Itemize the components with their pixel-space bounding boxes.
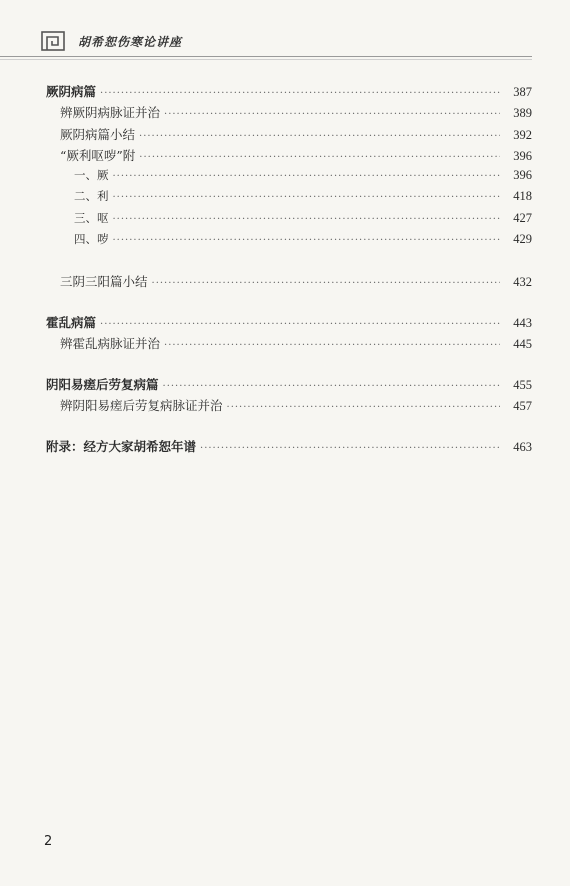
toc-leader-dots [152,278,500,289]
section-spacer [46,252,532,272]
toc-entry-label: 一、厥 [74,168,109,183]
toc-entry-label: 二、利 [74,189,109,204]
toc-entry-label: 三、呕 [74,210,109,225]
toc-leader-dots [200,443,500,454]
toc-entry-page: 418 [513,189,532,204]
toc-entry[interactable] [46,334,532,355]
toc-entry-label: 三阴三阳篇小结 [60,273,148,289]
toc-entry-label: “厥利呕哕”附 [60,147,136,163]
toc-entry-page: 427 [513,210,532,225]
running-header [0,28,570,62]
toc-entry[interactable] [46,167,532,188]
toc-entry-label: 辨阴阳易瘥后劳复病脉证并治 [60,398,223,414]
book-title: 胡希恕伤寒论讲座 [78,35,183,49]
fret-pattern-logo-icon [40,30,68,52]
toc-leader-dots [227,402,500,413]
toc-entry-page: 389 [513,106,532,121]
toc-entry-page: 443 [513,315,532,330]
section-spacer [46,355,532,375]
header-rule-secondary [0,59,532,60]
toc-entry[interactable] [46,396,532,417]
toc-entry[interactable] [46,146,532,167]
toc-leader-dots [100,88,500,99]
toc-entry[interactable] [46,82,532,103]
toc-entry-label: 辨厥阴病脉证并治 [60,105,161,121]
toc-leader-dots [139,131,500,142]
toc-leader-dots [164,340,500,351]
toc-leader-dots [113,171,501,182]
toc-entry[interactable] [46,210,532,231]
toc-leader-dots [163,381,500,392]
page-number: 2 [44,834,53,849]
section-spacer [46,293,532,313]
toc-entry-page: 392 [513,127,532,142]
toc-leader-dots [113,235,501,246]
toc-entry-page: 455 [513,377,532,392]
toc-entry-label: 阴阳易瘥后劳复病篇 [46,376,159,392]
toc-entry-label: 霍乱病篇 [46,314,97,330]
toc-leader-dots [100,319,500,330]
toc-entry[interactable] [46,437,532,458]
toc-entry-page: 463 [513,439,532,454]
toc-entry[interactable] [46,313,532,334]
toc-entry-label: 四、哕 [74,232,109,247]
toc-entry-page: 457 [513,399,532,414]
toc-entry-label: 附录：经方大家胡希恕年谱 [46,438,197,454]
toc-entry-label: 辨霍乱病脉证并治 [60,335,161,351]
toc-entry-page: 432 [513,274,532,289]
section-spacer [46,417,532,437]
toc-entry-page: 387 [513,85,532,99]
toc-leader-dots [113,192,501,203]
toc-entry[interactable] [46,125,532,146]
toc-entry-label: 厥阴病篇小结 [60,126,136,142]
toc-entry[interactable] [46,103,532,124]
toc-entry-label: 厥阴病篇 [46,84,97,99]
header-rule [0,56,532,57]
toc-entry-page: 429 [513,232,532,247]
toc-leader-dots [164,109,500,120]
toc-leader-dots [113,214,501,225]
toc-entry-page: 396 [513,168,532,183]
toc-entry-page: 396 [513,148,532,163]
toc-entry[interactable] [46,272,532,293]
table-of-contents [46,82,532,458]
toc-leader-dots [139,152,500,163]
toc-entry[interactable] [46,375,532,396]
toc-entry[interactable] [46,231,532,252]
toc-entry[interactable] [46,188,532,209]
toc-entry-page: 445 [513,336,532,351]
